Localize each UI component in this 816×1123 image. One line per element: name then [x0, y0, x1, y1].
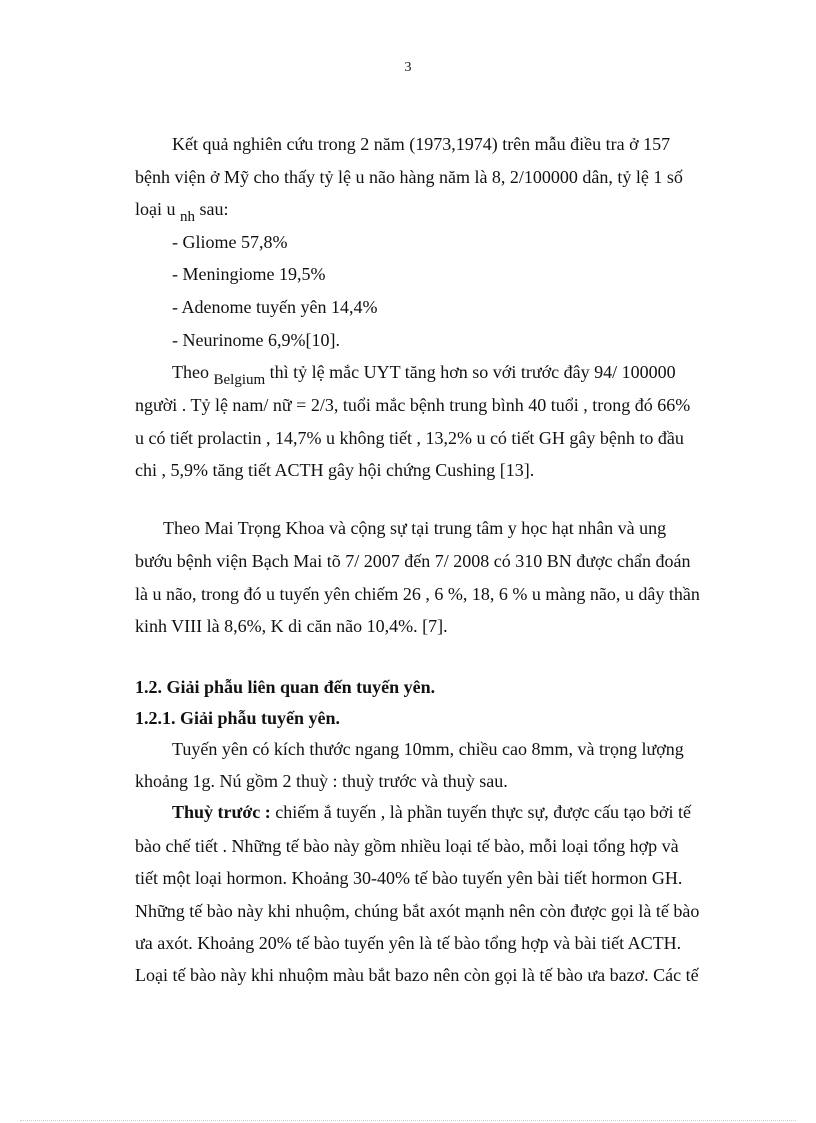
page-number: 3 — [404, 60, 412, 75]
para2-line3: u có tiết prolactin , 14,7% u không tiết , 13,2% u có tiết GH gây bệnh to đầu — [135, 428, 684, 448]
list-item: - Neurinome 6,9%[10]. — [172, 330, 340, 350]
para2-line1-country: Belgium — [213, 372, 266, 388]
list-item: - Meningiome 19,5% — [172, 264, 326, 284]
para5-line2: bào chế tiết . Những tế bào này gồm nhiều loại tế bào, mỗi loại tổng hợp và — [135, 836, 679, 856]
para1-line2: bệnh viện ở Mỹ cho thấy tỷ lệ u não hàng năm là 8, 2/100000 dân, tỷ lệ 1 số — [135, 167, 683, 187]
para5-line3: tiết một loại hormon. Khoảng 30-40% tế bào tuyến yên bài tiết hormon GH. — [135, 868, 683, 888]
para1-line1: Kết quả nghiên cứu trong 2 năm (1973,1974) trên mẫu điều tra ở 157 — [172, 134, 671, 154]
list-item: - Adenome tuyến yên 14,4% — [172, 297, 378, 317]
para1-line3 — [135, 198, 229, 225]
list-item: - Gliome 57,8% — [172, 232, 288, 252]
para5-line6: Loại tế bào này khi nhuộm màu bắt bazo nên còn gọi là tế bào ưa bazơ. Các tế — [135, 965, 699, 985]
para2-line1 — [172, 361, 676, 388]
para4-line2: khoảng 1g. Nú gồm 2 thuỳ : thuỳ trước và thuỳ sau. — [135, 771, 508, 791]
para2-line4: chi , 5,9% tăng tiết ACTH gây hội chứng Cushing [13]. — [135, 460, 535, 480]
para2-line2: người . Tỷ lệ nam/ nữ = 2/3, tuổi mắc bệnh trung bình 40 tuổi , trong đó 66% — [135, 395, 691, 415]
page-bottom-rule — [20, 1120, 796, 1121]
subsection-heading: 1.2.1. Giải phẫu tuyến yên. — [135, 708, 341, 728]
para4-line1: Tuyến yên có kích thước ngang 10mm, chiều cao 8mm, và trọng lượng — [172, 739, 684, 759]
para2-line1-start: Theo — [172, 362, 214, 382]
para2-line1-end: thì tỷ lệ mắc UYT tăng hơn so với trước đây 94/ 100000 — [265, 362, 676, 382]
para5-lead-term: Thuỳ trước : — [172, 802, 271, 822]
para3-line3: là u não, trong đó u tuyến yên chiếm 26 , 6 %, 18, 6 % u màng não, u dây thần — [135, 584, 700, 604]
para3-line4: kinh VIII là 8,6%, K di căn não 10,4%. [7]. — [135, 616, 448, 636]
para5-line1-rest: chiếm ắ tuyến , là phần tuyến thực sự, được cấu tạo bởi tế — [270, 802, 691, 822]
para3-line1: Theo Mai Trọng Khoa và cộng sự tại trung tâm y học hạt nhân và ung — [163, 518, 667, 538]
para5-line4: Những tế bào này khi nhuộm, chúng bắt axót mạnh nên còn được gọi là tế bào — [135, 901, 700, 921]
para5-line5: ưa axót. Khoảng 20% tế bào tuyến yên là tế bào tổng hợp và bài tiết ACTH. — [135, 933, 682, 953]
para1-line3-start: loại u — [135, 199, 180, 219]
para1-line3-subscript: nh — [180, 209, 195, 225]
para1-line3-end: sau: — [195, 199, 229, 219]
para3-line2: bướu bệnh viện Bạch Mai tõ 7/ 2007 đến 7/ 2008 có 310 BN được chẩn đoán — [135, 551, 691, 571]
section-heading: 1.2. Giải phẫu liên quan đến tuyến yên. — [135, 677, 436, 697]
para5-line1 — [172, 801, 691, 823]
